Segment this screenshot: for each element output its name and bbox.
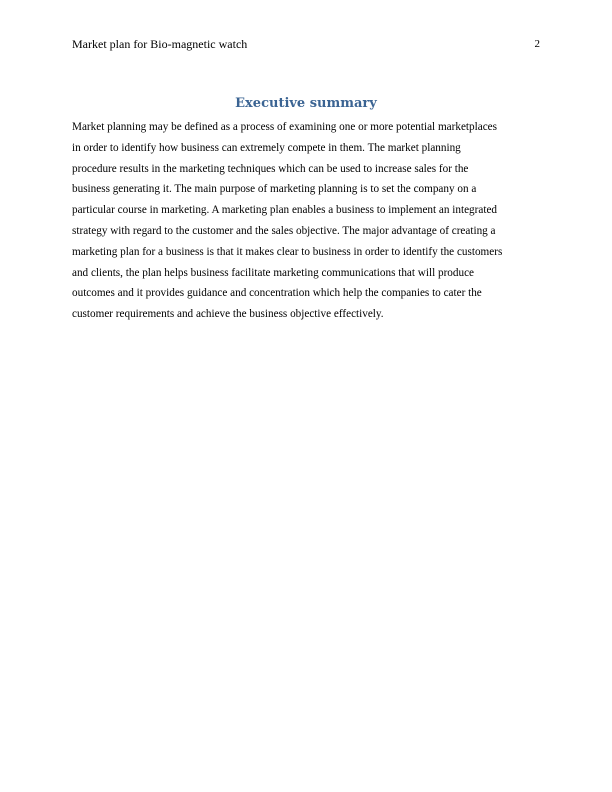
body-line: particular course in marketing. A marketing plan enables a business to implement an integrated (72, 204, 497, 217)
body-line: outcomes and it provides guidance and concentration which help the companies to cater the (72, 287, 482, 300)
header-title: Market plan for Bio-magnetic watch (72, 37, 248, 51)
body-line: in order to identify how business can extremely compete in them. The market planning (72, 141, 461, 154)
page-header (72, 36, 540, 52)
body-line: and clients, the plan helps business facilitate marketing communications that will produce (72, 266, 475, 279)
section-heading: Executive summary (235, 96, 377, 111)
body-line: strategy with regard to the customer and the sales objective. The major advantage of creating a (72, 224, 496, 237)
page-number: 2 (534, 38, 540, 50)
body-line: Market planning may be defined as a process of examining one or more potential marketplaces (72, 121, 497, 133)
body-line: business generating it. The main purpose of marketing planning is to set the company on a (72, 183, 477, 196)
body-line: procedure results in the marketing techniques which can be used to increase sales for the (72, 162, 469, 175)
section-body (72, 117, 540, 325)
body-line: marketing plan for a business is that it makes clear to business in order to identify the customers (72, 245, 503, 258)
body-line: customer requirements and achieve the business objective effectively. (72, 308, 384, 321)
